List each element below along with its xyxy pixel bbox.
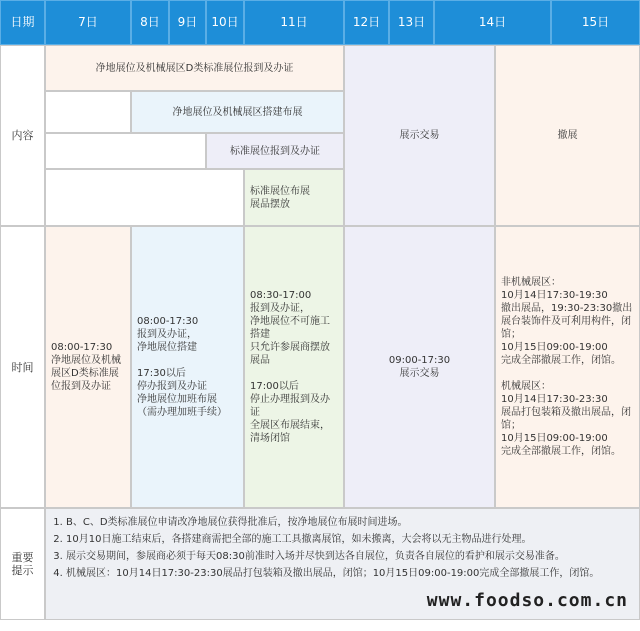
time-day-12-14: 09:00-17:30 展示交易 (344, 226, 495, 508)
header-day-14: 14日 (434, 0, 551, 45)
header-date: 日期 (0, 0, 45, 45)
time-day-15: 非机械展区： 10月14日17:30-19:30 撤出展品，19:30-23:30撤出展台装饰件及可利用构件，闭馆； 10月15日09:00-19:00 完成全部撤展工作，闭馆。 机械展区： 10月14日17:30-23:30 展品打包装箱及撤出展品，闭馆； 10月15日09:00-19:00 完成全部撤展工作，闭馆。 (495, 226, 640, 508)
header-day-7: 7日 (45, 0, 131, 45)
header-day-10: 10日 (206, 0, 244, 45)
header-day-8: 8日 (131, 0, 169, 45)
note-item: 1. B、C、D类标准展位申请改净地展位获得批准后，按净地展位布展时间进场。 (66, 515, 629, 530)
time-day-8-10: 08:00-17:30 报到及办证， 净地展位搭建 17:30以后 停办报到及办证 净地展位加班布展 （需办理加班手续） (131, 226, 244, 508)
content-dismantle: 撤展 (495, 45, 640, 226)
content-row-2-blank (45, 91, 131, 133)
row-label-time: 时间 (0, 226, 45, 508)
header-day-9: 9日 (169, 0, 206, 45)
content-row-4-blank (45, 169, 244, 226)
note-item: 3. 展示交易期间，参展商必须于每天08:30前准时入场并尽快到达各自展位，负责各自展位的看护和展示交易准备。 (66, 549, 629, 564)
header-day-13: 13日 (389, 0, 434, 45)
header-day-12: 12日 (344, 0, 389, 45)
row-label-notes: 重要 提示 (0, 508, 45, 620)
row-label-content: 内容 (0, 45, 45, 226)
note-item: 2. 10月10日施工结束后，各搭建商需把全部的施工工具撤离展馆，如未搬离，大会将以无主物品进行处理。 (66, 532, 629, 547)
header-day-11: 11日 (244, 0, 344, 45)
content-row-1: 净地展位及机械展区D类标准展位报到及办证 (45, 45, 344, 91)
watermark: www.foodso.com.cn (426, 590, 628, 611)
time-day-7: 08:00-17:30 净地展位及机械展区D类标准展位报到及办证 (45, 226, 131, 508)
content-row-2: 净地展位及机械展区搭建布展 (131, 91, 344, 133)
content-row-3-blank (45, 133, 206, 169)
header-day-15: 15日 (551, 0, 640, 45)
time-day-11: 08:30-17:00 报到及办证， 净地展位不可施工搭建 只允许参展商摆放展品 17:00以后 停止办理报到及办证 全展区布展结束， 清场闭馆 (244, 226, 344, 508)
content-exhibit: 展示交易 (344, 45, 495, 226)
note-item: 4. 机械展区：10月14日17:30-23:30展品打包装箱及撤出展品，闭馆；10月15日09:00-19:00完成全部撤展工作，闭馆。 (66, 566, 629, 581)
content-row-4: 标准展位布展 展品摆放 (244, 169, 344, 226)
content-row-3: 标准展位报到及办证 (206, 133, 344, 169)
notes-list (46, 515, 639, 581)
